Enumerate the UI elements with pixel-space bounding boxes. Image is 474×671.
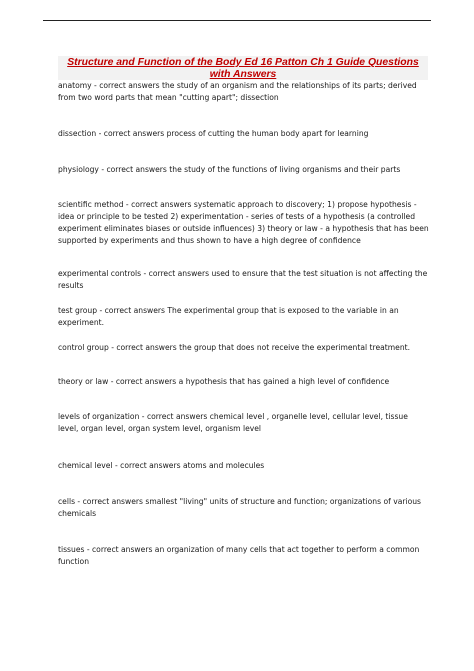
- qa-entry-chemical-level: chemical level - correct answers atoms and molecules: [58, 461, 265, 470]
- qa-entry-dissection: dissection - correct answers process of cutting the human body apart for learning: [58, 129, 369, 138]
- qa-entry-levels-of-organization: levels of organization - correct answers chemical level , organelle level, cellular level, tissue level, organ level, organ system level, organism level: [58, 412, 408, 433]
- qa-entry-cells: cells - correct answers smallest "living" units of structure and function; organizations of various chemicals: [58, 497, 421, 518]
- qa-entry-test-group: test group - correct answers The experimental group that is exposed to the variable in an experiment.: [58, 306, 399, 327]
- header-rule: [43, 20, 431, 21]
- qa-entry-tissues: tissues - correct answers an organization of many cells that act together to perform a common function: [58, 545, 420, 566]
- qa-entry-scientific-method: scientific method - correct answers systematic approach to discovery; 1) propose hypothesis - idea or principle to be tested 2) experimentation - series of tests of a hypothesis (a controlled experiment eliminates biases or outside influences) 3) theory or law - a hypothesis that has been supported by experiments and thus shown to have a high degree of confidence: [58, 200, 429, 245]
- qa-entry-anatomy: anatomy - correct answers the study of an organism and the relationships of its parts; derived from two word parts that mean "cutting apart"; dissection: [58, 81, 417, 102]
- qa-entry-control-group: control group - correct answers the group that does not receive the experimental treatment.: [58, 343, 411, 352]
- title-banner: [58, 56, 428, 80]
- document-title: Structure and Function of the Body Ed 16 Patton Ch 1 Guide Questions with Answers: [67, 57, 419, 80]
- qa-entry-physiology: physiology - correct answers the study of the functions of living organisms and their parts: [58, 165, 401, 174]
- qa-entry-experimental-controls: experimental controls - correct answers used to ensure that the test situation is not affecting the results: [58, 269, 428, 290]
- qa-entry-theory-or-law: theory or law - correct answers a hypothesis that has gained a high level of confidence: [58, 377, 390, 386]
